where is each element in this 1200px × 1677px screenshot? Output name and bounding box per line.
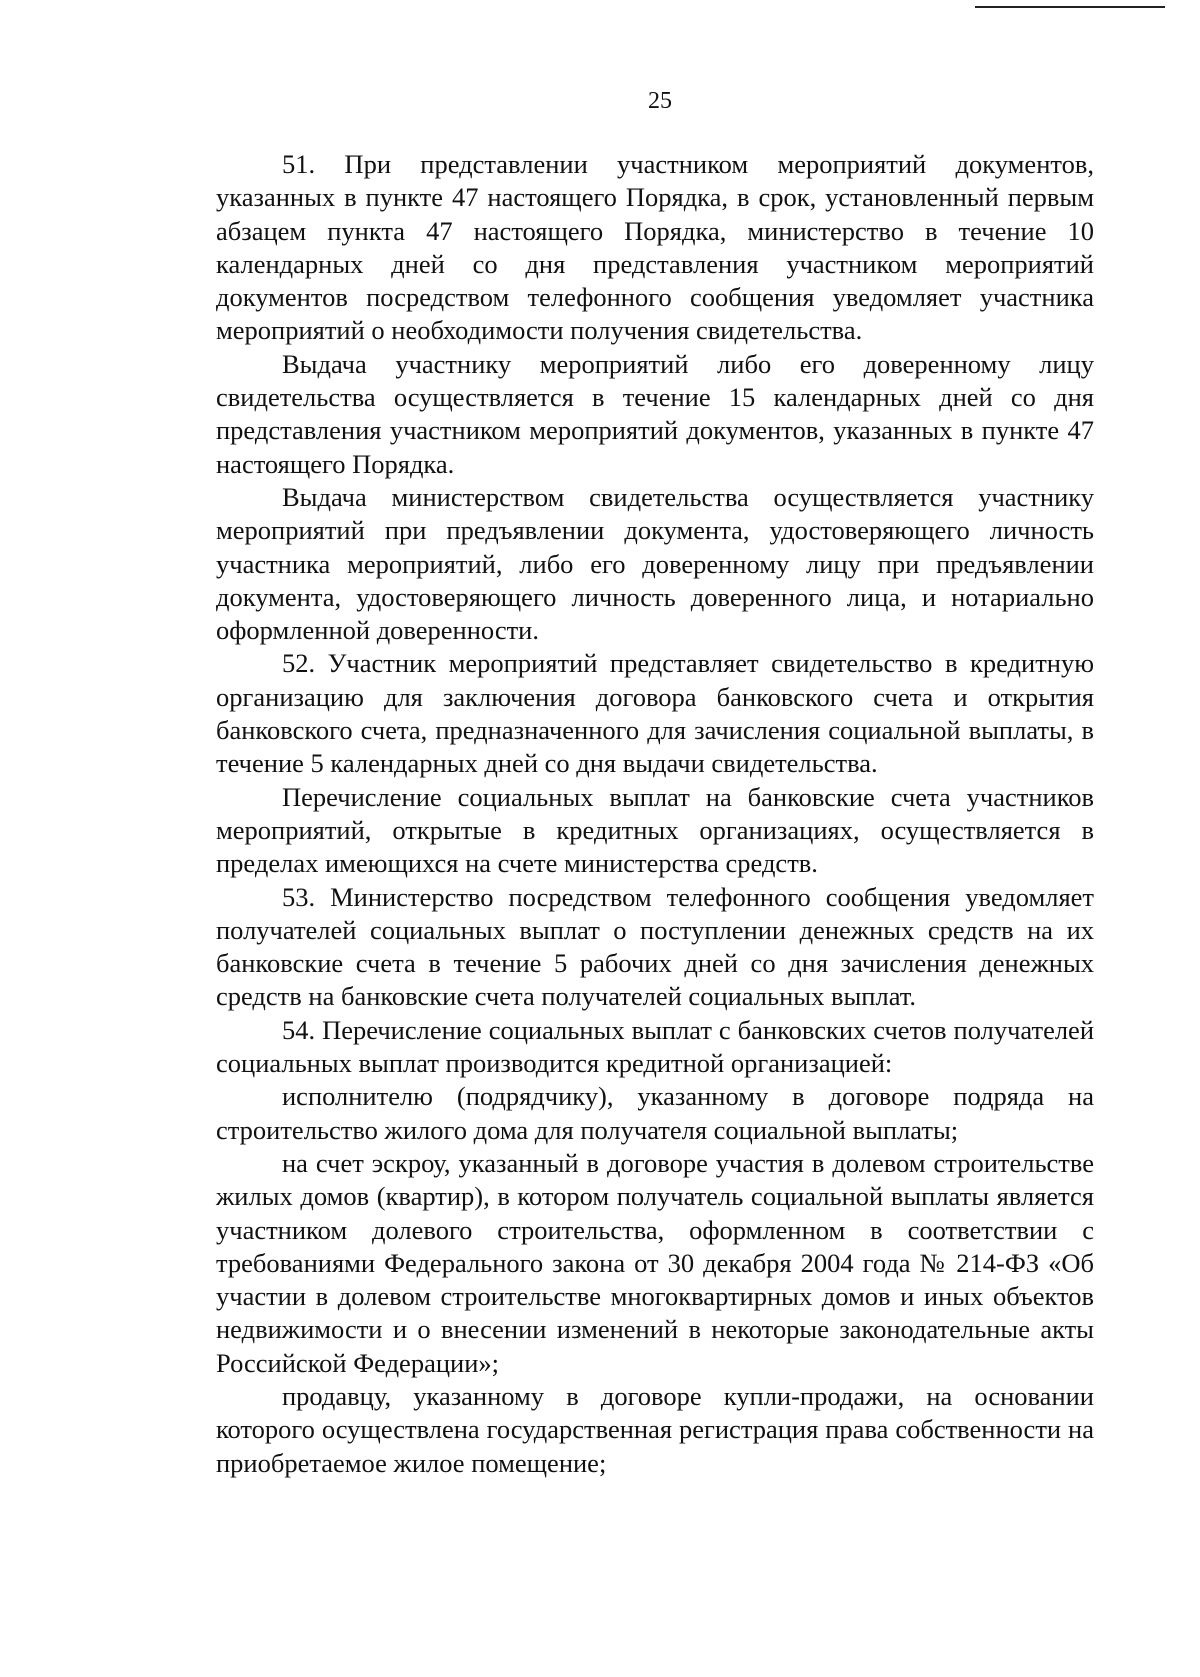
list-item-escrow: на счет эскроу, указанный в договоре участия в долевом строительстве жилых домов (квартир), в котором получатель социальной выплаты является участником долевого строительства, оформленном в соответствии с требованиями Федерального закона от 30 декабря 2004 года № 214-ФЗ «Об участии в долевом строительстве многоквартирных домов и иных объектов недвижимости и о внесении изменений в некоторые законодательные акты Российской Федерации»;	[216, 1147, 1094, 1378]
paragraph-issuance: Выдача участнику мероприятий либо его доверенному лицу свидетельства осуществляется в течение 15 календарных дней со дня представления участником мероприятий документов, указанных в пункте 47 настоящего Порядка.	[216, 348, 1094, 479]
paragraph-transfer: Перечисление социальных выплат на банковские счета участников мероприятий, открытые в кредитных организациях, осуществляется в пределах имеющихся на счете министерства средств.	[216, 781, 1094, 879]
list-item-contractor: исполнителю (подрядчику), указанному в договоре подряда на строительство жилого дома для получателя социальной выплаты;	[216, 1081, 1094, 1145]
document-body	[216, 148, 1094, 1480]
paragraph-issuance-conditions: Выдача министерством свидетельства осуществляется участнику мероприятий при предъявлении документа, удостоверяющего личность участника мероприятий, либо его доверенному лицу при предъявлении документа, удостоверяющего личность доверенного лица, и нотариально оформленной доверенности.	[216, 481, 1094, 646]
paragraph-51: 51. При представлении участником мероприятий документов, указанных в пункте 47 настоящего Порядка, в срок, установленный первым абзацем пункта 47 настоящего Порядка, министерство в течение 10 календарных дней со дня представления участником мероприятий документов посредством телефонного сообщения уведомляет участника мероприятий о необходимости получения свидетельства.	[216, 149, 1094, 346]
page-number: 25	[648, 88, 672, 114]
paragraph-54: 54. Перечисление социальных выплат с банковских счетов получателей социальных выплат производится кредитной организацией:	[216, 1014, 1094, 1079]
list-item-seller: продавцу, указанному в договоре купли-продажи, на основании которого осуществлена государственная регистрация права собственности на приобретаемое жилое помещение;	[216, 1380, 1094, 1478]
paragraph-53: 53. Министерство посредством телефонного сообщения уведомляет получателей социальных выплат о поступлении денежных средств на их банковские счета в течение 5 рабочих дней со дня зачисления денежных средств на банковские счета получателей социальных выплат.	[216, 881, 1094, 1012]
top-border-line	[975, 6, 1165, 8]
paragraph-52: 52. Участник мероприятий представляет свидетельство в кредитную организацию для заключения договора банковского счета и открытия банковского счета, предназначенного для зачисления социальной выплаты, в течение 5 календарных дней со дня выдачи свидетельства.	[216, 648, 1094, 779]
